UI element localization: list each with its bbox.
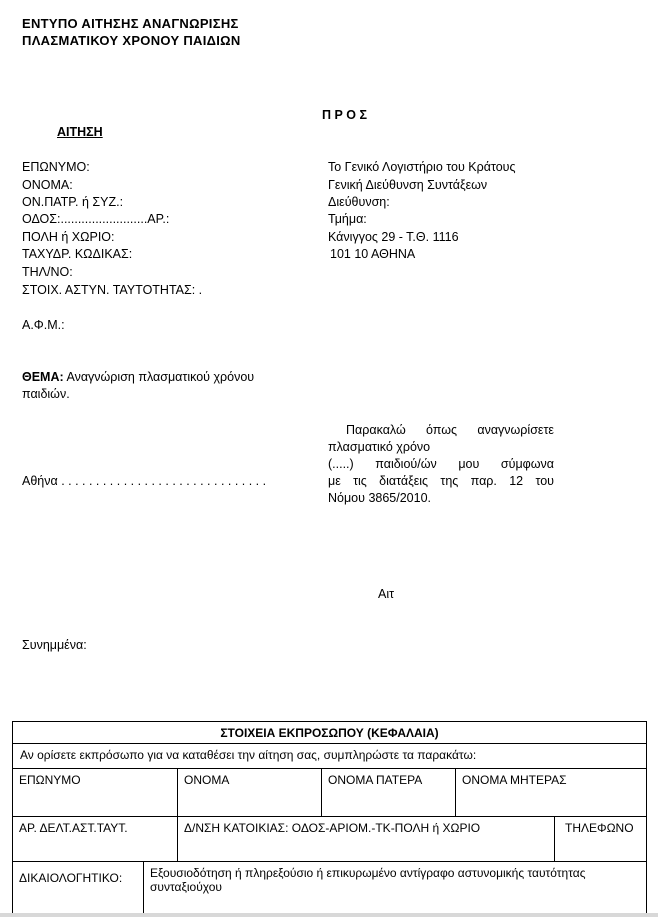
request-line4: με τις διατάξεις της παρ. 12 του	[328, 474, 554, 488]
rep-title: ΣΤΟΙΧΕΙΑ ΕΚΠΡΟΣΩΠΟΥ (ΚΕΦΑΛΑΙΑ)	[220, 726, 439, 740]
rep-row3	[13, 862, 646, 917]
attachments-label: Συνημμένα:	[22, 638, 87, 652]
subject-label: ΘΕΜΑ:	[22, 370, 64, 384]
request-line2: πλασματικό χρόνο	[328, 440, 431, 454]
rep-instruction-row	[13, 744, 646, 769]
recipient-line6: 101 10 ΑΘΗΝΑ	[330, 247, 416, 261]
place-date: Αθήνα . . . . . . . . . . . . . . . . . . . . . . . . . . . . . .	[22, 474, 267, 488]
rep-tautotita-cell[interactable]: ΑΡ. ΔΕΛΤ.ΑΣΤ.ΤΑΥΤ.	[13, 817, 178, 861]
rep-doc-text: Εξουσιοδότηση ή πληρεξούσιο ή επικυρωμένο αντίγραφο αστυνομικής ταυτότητας συνταξιούχου	[150, 866, 586, 894]
request-line5: Νόμου 3865/2010.	[328, 491, 432, 505]
rep-row2	[13, 817, 646, 862]
rep-onoma-miteras-cell[interactable]: ΟΝΟΜΑ ΜΗΤΕΡΑΣ	[462, 773, 567, 787]
field-odos: ΟΔΟΣ:.........................ΑΡ.:	[22, 212, 170, 226]
request-line3: (.....) παιδιού/ών μου σύμφωνα	[328, 457, 554, 471]
form-title-line1: ΕΝΤΥΠΟ ΑΙΤΗΣΗΣ ΑΝΑΓΝΩΡΙΣΗΣ	[22, 16, 239, 31]
recipient-line4: Τμήμα:	[328, 212, 367, 226]
form-title-line2: ΠΛΑΣΜΑΤΙΚΟΥ ΧΡΟΝΟΥ ΠΑΙΔΙΩΝ	[22, 33, 241, 48]
field-tautotita: ΣΤΟΙΧ. ΑΣΤΥΝ. ΤΑΥΤΟΤΗΤΑΣ: .	[22, 283, 203, 297]
recipient-line3: Διεύθυνση:	[328, 195, 390, 209]
aitisi-label: ΑΙΤΗΣΗ	[57, 125, 103, 139]
field-tilefono: ΤΗΛ/ΝΟ:	[22, 265, 73, 279]
field-afm: Α.Φ.Μ.:	[22, 318, 65, 332]
field-onoma: ΟΝΟΜΑ:	[22, 178, 73, 192]
subject-line1	[22, 370, 254, 384]
request-line1: Παρακαλώ όπως αναγνωρίσετε	[346, 423, 554, 437]
rep-title-row	[13, 722, 646, 744]
recipient-line2: Γενική Διεύθυνση Συντάξεων	[328, 178, 488, 192]
rep-instruction: Αν ορίσετε εκπρόσωπο για να καταθέσει την αίτηση σας, συμπληρώστε τα παρακάτω:	[20, 748, 477, 762]
subject-text: Αναγνώριση πλασματικού χρόνου	[63, 370, 255, 384]
field-eponymo: ΕΠΩΝΥΜΟ:	[22, 160, 90, 174]
rep-tilefono-cell[interactable]: ΤΗΛΕΦΩΝΟ	[565, 821, 634, 835]
pros-label: Π Ρ Ο Σ	[322, 108, 368, 122]
subject-line2: παιδιών.	[22, 387, 70, 401]
field-patr-syz: ΟΝ.ΠΑΤΡ. ή ΣΥΖ.:	[22, 195, 124, 209]
field-tk: ΤΑΧΥΔΡ. ΚΩΔΙΚΑΣ:	[22, 247, 133, 261]
recipient-line1: Το Γενικό Λογιστήριο του Κράτους	[328, 160, 516, 174]
rep-onoma-patera-cell[interactable]: ΟΝΟΜΑ ΠΑΤΕΡΑ	[322, 769, 456, 816]
rep-onoma-cell[interactable]: ΟΝΟΜΑ	[178, 769, 322, 816]
rep-doc-label-cell	[13, 862, 144, 917]
rep-doc-text-cell[interactable]	[144, 862, 646, 917]
rep-row1	[13, 769, 646, 817]
signature-label: Αιτ	[378, 587, 395, 601]
representative-table	[12, 721, 647, 917]
rep-dieythynsi-cell[interactable]: Δ/ΝΣΗ ΚΑΤΟΙΚΙΑΣ: ΟΔΟΣ-ΑΡΙΟΜ.-ΤΚ-ΠΟΛΗ ή ΧΩΡΙΟ	[178, 817, 555, 861]
page-bottom-bar	[0, 913, 658, 917]
recipient-line5: Κάνιγγος 29 - Τ.Θ. 1116	[328, 230, 459, 244]
rep-eponymo-cell[interactable]: ΕΠΩΝΥΜΟ	[13, 769, 178, 816]
rep-doc-label: ΔΙΚΑΙΟΛΟΓΗΤΙΚΟ:	[19, 871, 123, 885]
field-poli: ΠΟΛΗ ή ΧΩΡΙΟ:	[22, 230, 115, 244]
